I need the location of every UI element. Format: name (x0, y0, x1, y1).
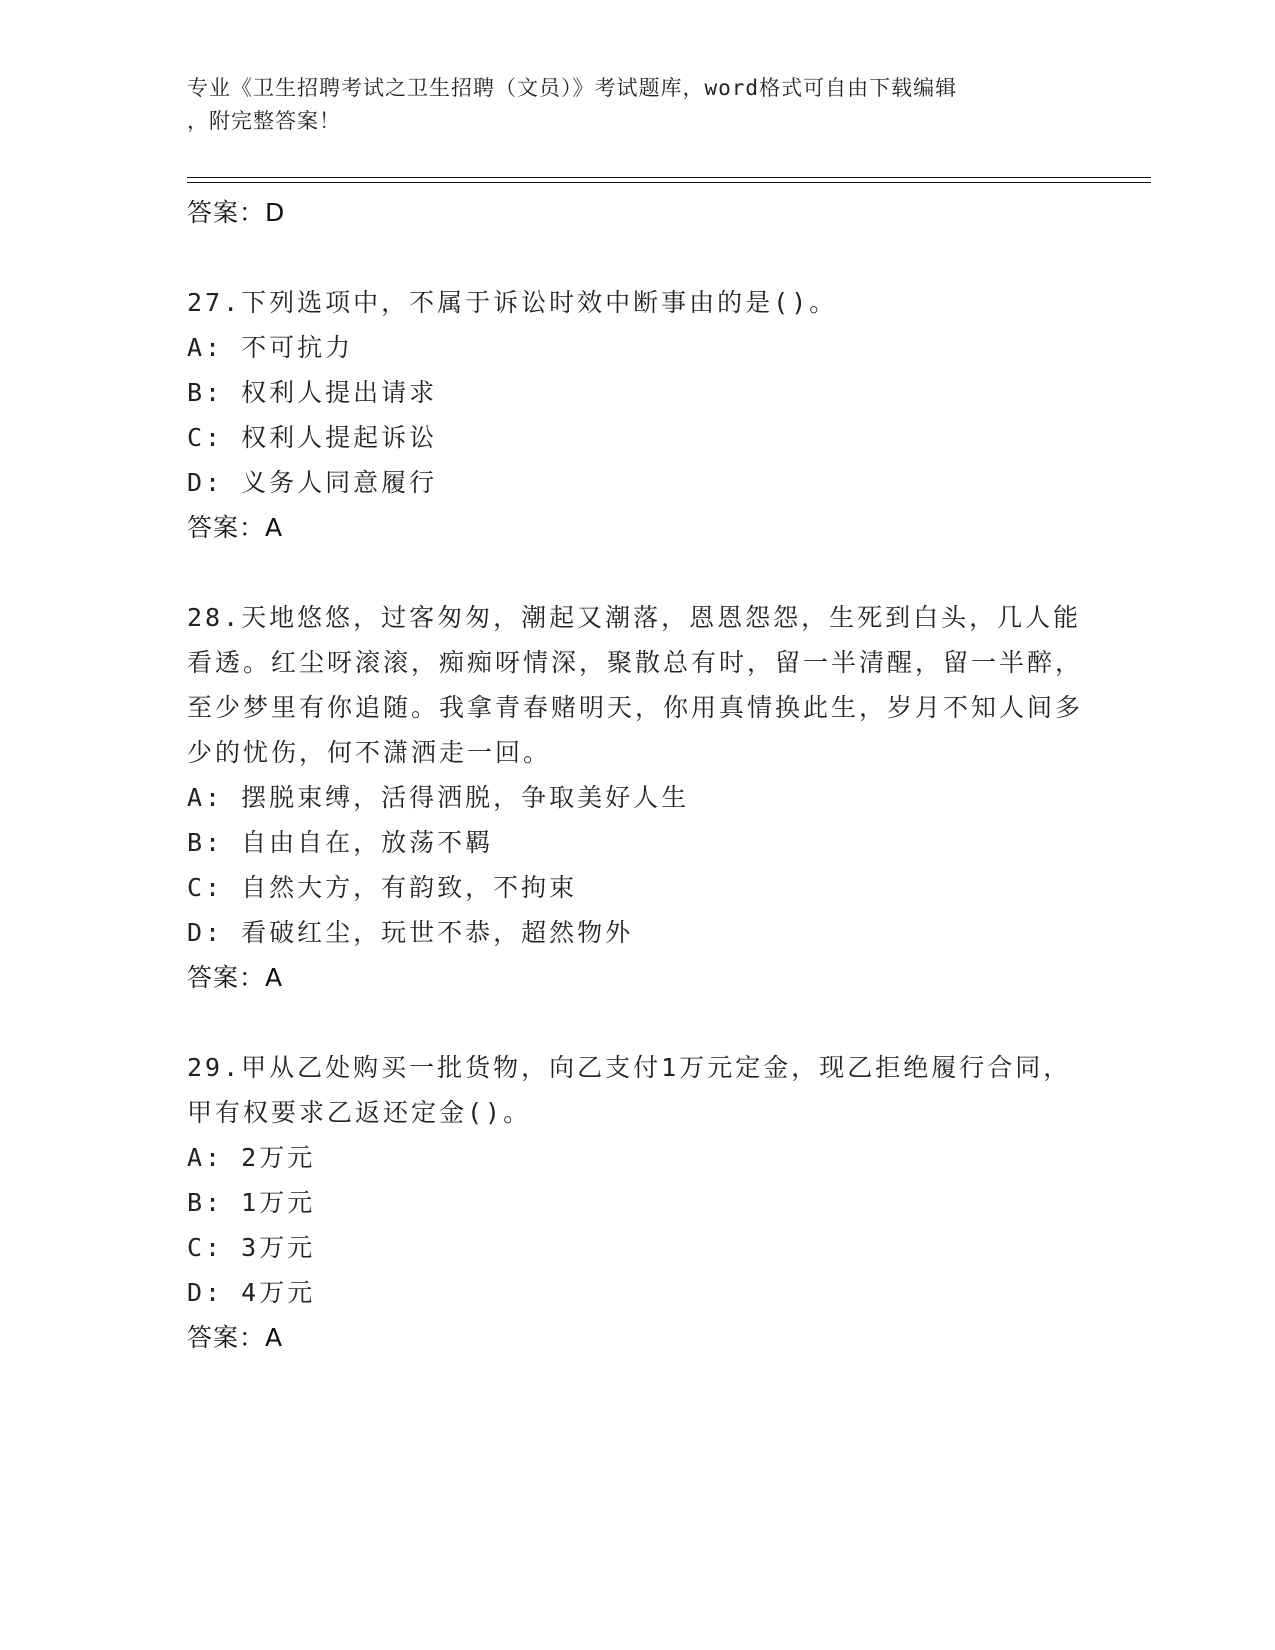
option-b: B: 权利人提出请求 (187, 378, 438, 407)
header-line-1: 专业《卫生招聘考试之卫生招聘（文员）》考试题库，word格式可自由下载编辑 (187, 76, 958, 100)
document-body (187, 190, 1087, 1360)
option-d: D: 义务人同意履行 (187, 468, 438, 497)
option-d: D: 4万元 (187, 1278, 316, 1307)
header-rule-top (187, 177, 1151, 178)
option-b: B: 1万元 (187, 1188, 316, 1217)
option-a: A: 不可抗力 (187, 333, 354, 362)
question-stem: 27.下列选项中，不属于诉讼时效中断事由的是()。 (187, 288, 838, 317)
header-rule-bottom (187, 182, 1151, 183)
answer-label: 答案：A (187, 1323, 284, 1352)
previous-answer: 答案：D (187, 198, 286, 227)
option-a: A: 2万元 (187, 1143, 316, 1172)
header-line-2: ，附完整答案！ (187, 109, 341, 133)
option-c: C: 自然大方，有韵致，不拘束 (187, 873, 578, 902)
option-c: C: 权利人提起诉讼 (187, 423, 438, 452)
question-29 (187, 1045, 1087, 1360)
option-d: D: 看破红尘，玩世不恭，超然物外 (187, 918, 634, 947)
spacer (187, 1000, 1087, 1045)
question-27 (187, 280, 1087, 550)
option-b: B: 自由自在，放荡不羁 (187, 828, 494, 857)
document-header (187, 72, 1067, 138)
spacer (187, 235, 1087, 280)
option-a: A: 摆脱束缚，活得洒脱，争取美好人生 (187, 783, 690, 812)
answer-label: 答案：A (187, 513, 284, 542)
question-stem: 29.甲从乙处购买一批货物，向乙支付1万元定金，现乙拒绝履行合同，甲有权要求乙返还定金()。 (187, 1053, 1072, 1127)
question-28 (187, 595, 1087, 1000)
spacer (187, 550, 1087, 595)
option-c: C: 3万元 (187, 1233, 316, 1262)
question-stem: 28.天地悠悠，过客匆匆，潮起又潮落，恩恩怨怨，生死到白头，几人能看透。红尘呀滚滚，痴痴呀情深，聚散总有时，留一半清醒，留一半醉，至少梦里有你追随。我拿青春赌明天，你用真情换此生，岁月不知人间多少的忧伤，何不潇洒走一回。 (187, 603, 1084, 767)
answer-label: 答案：A (187, 963, 284, 992)
